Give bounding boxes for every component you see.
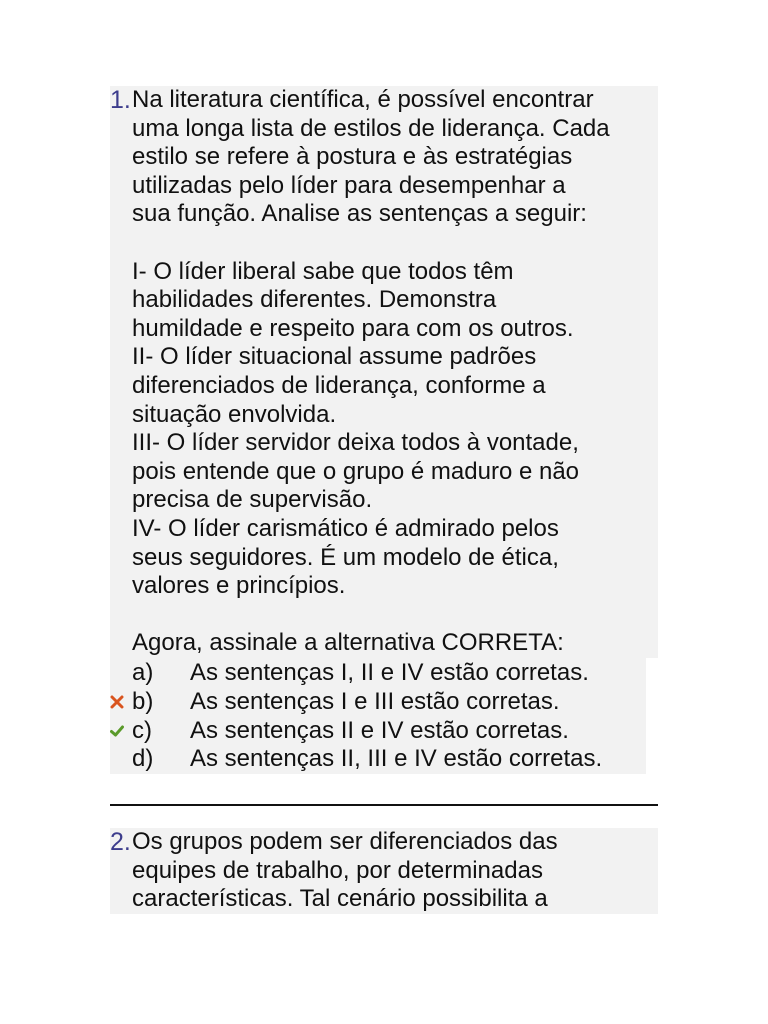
- option-text: As sentenças I, II e IV estão corretas.: [190, 659, 589, 686]
- question-line: Agora, assinale a alternativa CORRETA:: [132, 629, 564, 657]
- question-line: pois entende que o grupo é maduro e não: [132, 457, 580, 485]
- question-line: IV- O líder carismático é admirado pelos: [132, 514, 559, 542]
- x-mark-icon: [110, 695, 124, 709]
- answer-option[interactable]: [110, 688, 670, 717]
- question-line: estilo se refere à postura e às estratégias: [132, 143, 573, 171]
- question-line: Na literatura científica, é possível encontrar: [132, 86, 594, 113]
- question-line: utilizadas pelo líder para desempenhar a: [132, 171, 566, 199]
- option-text: As sentenças II e IV estão corretas.: [190, 716, 569, 744]
- question-1-text: [132, 86, 672, 658]
- option-letter: c): [132, 716, 152, 744]
- question-line: I- O líder liberal sabe que todos têm: [132, 257, 514, 285]
- option-letter: d): [132, 745, 154, 773]
- question-line: humildade e respeito para com os outros.: [132, 314, 574, 342]
- question-line: Os grupos podem ser diferenciados das: [132, 828, 558, 855]
- option-letter: a): [132, 659, 154, 686]
- answer-option[interactable]: [110, 717, 670, 746]
- question-2-text: [132, 828, 672, 914]
- question-line: precisa de supervisão.: [132, 486, 373, 514]
- question-line: II- O líder situacional assume padrões: [132, 343, 537, 371]
- question-line: diferenciados de liderança, conforme a: [132, 371, 546, 399]
- question-line: características. Tal cenário possibilita a: [132, 885, 548, 913]
- option-letter: b): [132, 687, 154, 715]
- option-text: As sentenças I e III estão corretas.: [190, 687, 560, 715]
- question-2-number: 2.: [110, 828, 131, 856]
- question-line: [132, 601, 672, 630]
- answer-option[interactable]: [110, 659, 670, 688]
- question-line: equipes de trabalho, por determinadas: [132, 856, 543, 884]
- question-line: III- O líder servidor deixa todos à vontade,: [132, 429, 579, 457]
- question-line: situação envolvida.: [132, 400, 337, 428]
- question-line: [132, 229, 672, 258]
- answer-option[interactable]: [110, 745, 670, 774]
- question-line: uma longa lista de estilos de liderança. Cada: [132, 114, 610, 142]
- question-divider: [110, 804, 658, 806]
- check-mark-icon: [110, 724, 124, 738]
- question-line: habilidades diferentes. Demonstra: [132, 286, 497, 314]
- question-line: seus seguidores. É um modelo de ética,: [132, 543, 559, 571]
- question-line: valores e princípios.: [132, 572, 346, 600]
- question-1-number: 1.: [110, 86, 131, 114]
- option-text: As sentenças II, III e IV estão corretas.: [190, 745, 603, 773]
- question-line: sua função. Analise as sentenças a seguir:: [132, 200, 587, 228]
